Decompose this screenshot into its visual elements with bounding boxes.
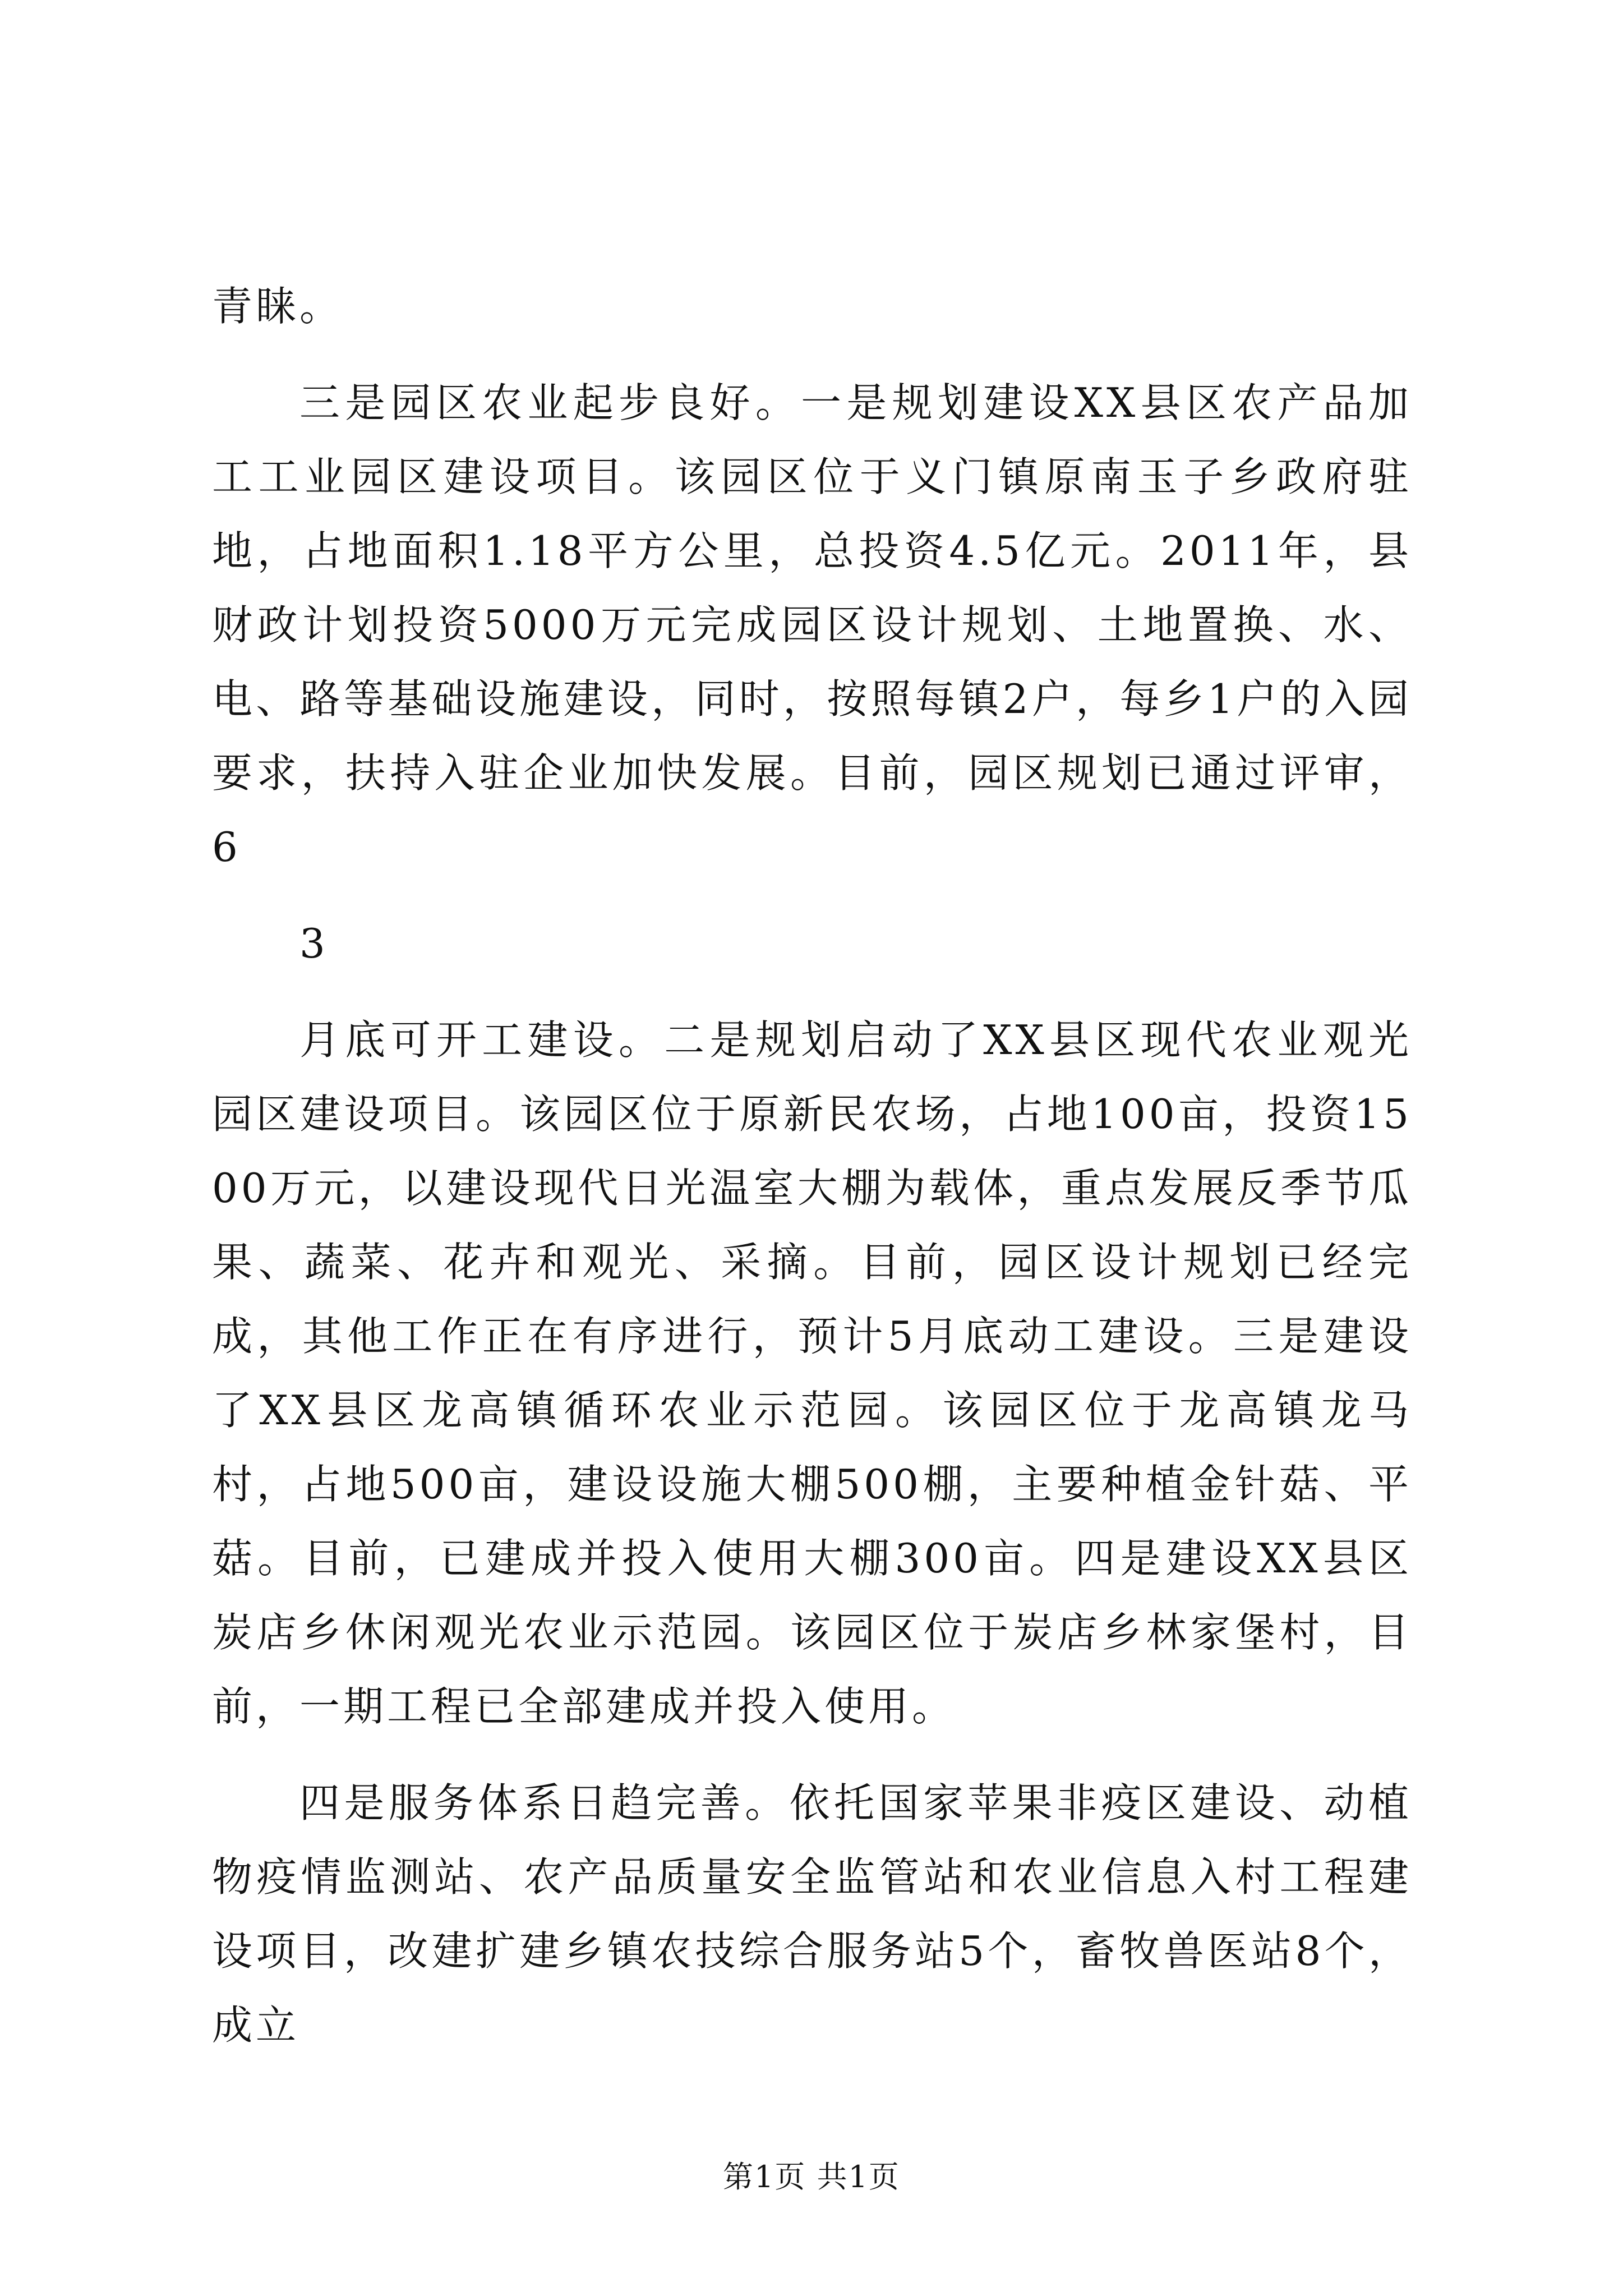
- paragraph-park-projects: 月底可开工建设。二是规划启动了XX县区现代农业观光园区建设项目。该园区位于原新民农场，占地100亩，投资1500万元，以建设现代日光温室大棚为载体，重点发展反季节瓜果、蔬菜、花卉和观光、采摘。目前，园区设计规划已经完成，其他工作正在有序进行，预计5月底动工建设。三是建设了XX县区龙高镇循环农业示范园。该园区位于龙高镇龙马村，占地500亩，建设设施大棚500棚，主要种植金针菇、平菇。目前，已建成并投入使用大棚300亩。四是建设XX县区炭店乡休闲观光农业示范园。该园区位于炭店乡林家堡村，目前，一期工程已全部建成并投入使用。: [212, 1016, 1412, 1730]
- paragraph-fragment-number: 3: [299, 920, 329, 967]
- paragraph-industrial-park: 三是园区农业起步良好。一是规划建设XX县区农产品加工工业园区建设项目。该园区位于义门镇原南玉子乡政府驻地，占地面积1.18平方公里，总投资4.5亿元。2011年，县财政计划投资5000万元完成园区设计规划、土地置换、水、电、路等基础设施建设，同时，按照每镇2户，每乡1户的入园要求，扶持入驻企业加快发展。目前，园区规划已通过评审，6: [212, 379, 1412, 871]
- document-body: [212, 269, 1412, 2085]
- page-footer: 第1页 共1页: [723, 2159, 900, 2194]
- paragraph-service-system: 四是服务体系日趋完善。依托国家苹果非疫区建设、动植物疫情监测站、农产品质量安全监管站和农业信息入村工程建设项目，改建扩建乡镇农技综合服务站5个，畜牧兽医站8个，成立: [212, 1779, 1412, 2049]
- paragraph-continuation: 青睐。: [212, 283, 344, 330]
